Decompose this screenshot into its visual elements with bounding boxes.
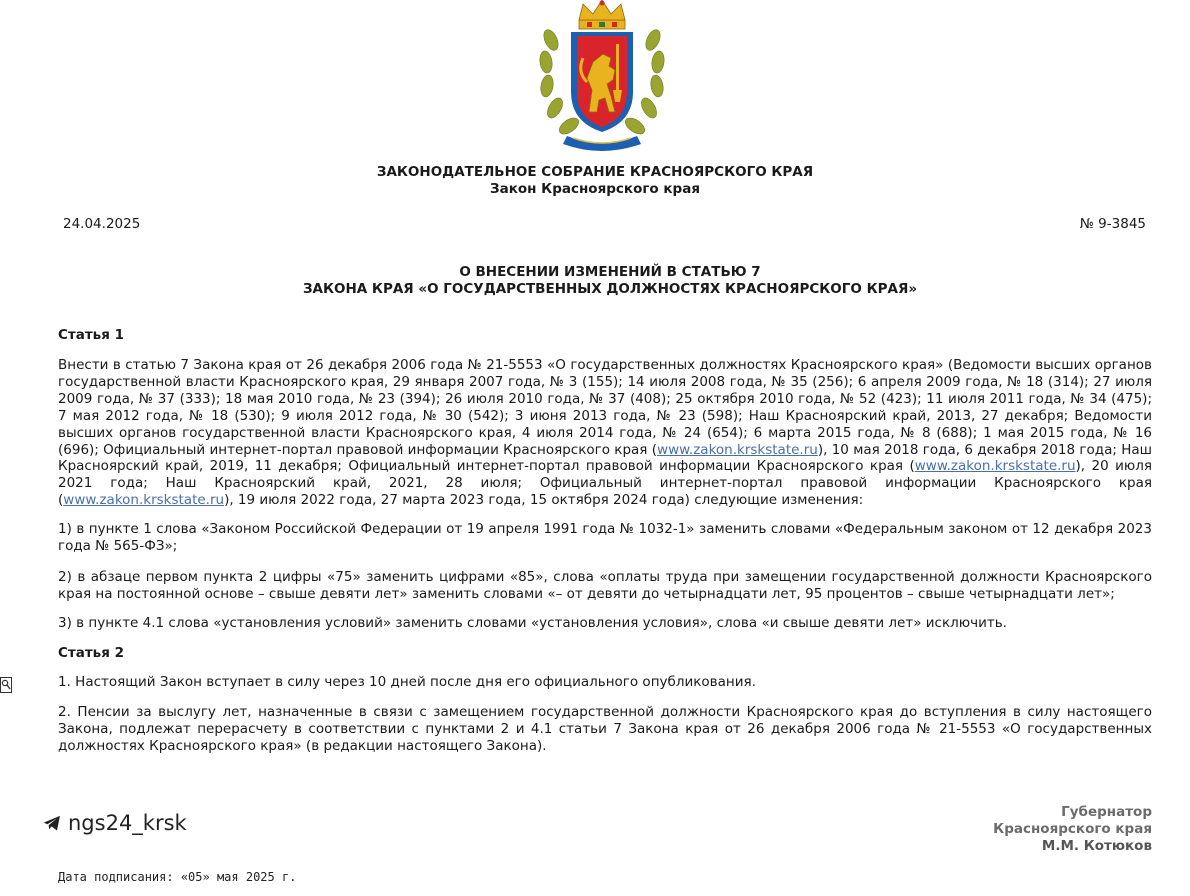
- intro-text: ), 10 мая 2018 года, 6 декабря 2018 года; Наш Красноярский край, 2019, 11 декабря; Официальный интернет-портал правовой информации Красноярского края (: [58, 441, 1152, 475]
- signature-title: Губернатор: [1061, 804, 1152, 820]
- telegram-watermark: [42, 811, 187, 835]
- article-2-item-2: 2. Пенсии за выслугу лет, назначенные в связи с замещением государственной должности Красноярского края до вступления в силу настоящего Закона, подлежат перерасчету в соответствии с пунктами 2 и 4.1 статьи 7 Закона края от 26 декабря 2006 года № 21-5553 «О государственных должностях Красноярского края» (в редакции настоящего Закона).: [58, 704, 1152, 754]
- intro-text: ), 19 июля 2022 года, 27 марта 2023 года, 15 октября 2024 года) следующие изменения:: [224, 492, 864, 509]
- signing-date: Дата подписания: «05» мая 2025 г.: [58, 870, 297, 884]
- law-number: № 9-3845: [1079, 216, 1146, 232]
- intro-text: Внести в статью 7 Закона края от 26 декабря 2006 года № 21-5553 «О государственных должностях Красноярского края» (Ведомости высших органов государственной власти Красноярского края, 29 января 2007 года, № 3 (155); 14 июля 2008 года, № 35 (256); 6 апреля 2009 года, № 18 (314); 27 июля 2009 года, № 37 (333); 18 мая 2010 года, № 23 (394); 26 июля 2010 года, № 37 (408); 25 октября 2010 года, № 52 (423); 11 июля 2011 года, № 34 (475); 7 мая 2012 года, № 18 (530); 9 июля 2012 года, № 30 (542); 3 июня 2013 года, № 23 (598); Наш Красноярский край, 2013, 27 декабря; Ведомости высших органов государственной власти Красноярского края, 4 июля 2014 года, № 24 (654); 6 марта 2015 года, № 8 (688); 1 мая 2015 года, № 16 (696); Официальный интернет-портал правовой информации Красноярского края (: [58, 357, 1152, 458]
- governor-signature: [993, 804, 1152, 855]
- document-kind: Закон Красноярского края: [490, 181, 700, 197]
- coat-of-arms-icon: [537, 0, 667, 152]
- magnifier-icon[interactable]: [0, 677, 12, 693]
- law-title-line1: О ВНЕСЕНИИ ИЗМЕНЕНИЙ В СТАТЬЮ 7: [459, 264, 761, 280]
- article-1-intro: [58, 357, 1152, 509]
- article-1-item-3: 3) в пункте 4.1 слова «установления условий» заменить словами «установления условия», слова «и свыше девяти лет» исключить.: [58, 615, 1007, 631]
- article-1-item-2: 2) в абзаце первом пункта 2 цифры «75» заменить цифрами «85», слова «оплаты труда при замещении государственной должности Красноярского края на постоянной основе – свыше девяти лет» заменить словами «– от девяти до четырнадцати лет, 95 процентов – свыше четырнадцати лет»;: [58, 569, 1152, 602]
- signature-name: М.М. Котюков: [1041, 838, 1152, 854]
- law-date: 24.04.2025: [63, 216, 141, 232]
- portal-link[interactable]: www.zakon.krskstate.ru: [914, 458, 1076, 475]
- telegram-icon: [42, 813, 62, 833]
- parliament-name: ЗАКОНОДАТЕЛЬНОЕ СОБРАНИЕ КРАСНОЯРСКОГО КРАЯ: [376, 164, 814, 180]
- watermark-handle: ngs24_krsk: [68, 811, 187, 835]
- article-2-item-1: 1. Настоящий Закон вступает в силу через 10 дней после дня его официального опубликования.: [58, 674, 756, 690]
- article-2-heading: Статья 2: [58, 645, 124, 661]
- signature-region: Красноярского края: [993, 821, 1152, 837]
- portal-link[interactable]: www.zakon.krskstate.ru: [63, 492, 225, 509]
- intro-text: ), 20 июля 2021 года; Наш Красноярский край, 2021, 28 июля; Официальный интернет-портал правовой информации Красноярского края (: [58, 458, 1152, 509]
- article-1-heading: Статья 1: [58, 327, 124, 343]
- portal-link[interactable]: www.zakon.krskstate.ru: [657, 441, 818, 458]
- article-1-item-1: 1) в пункте 1 слова «Законом Российской Федерации от 19 апреля 1991 года № 1032-1» заменить словами «Федеральным законом от 12 декабря 2023 года № 565-ФЗ»;: [58, 521, 1152, 554]
- law-title-line2: ЗАКОНА КРАЯ «О ГОСУДАРСТВЕННЫХ ДОЛЖНОСТЯХ КРАСНОЯРСКОГО КРАЯ»: [302, 281, 918, 297]
